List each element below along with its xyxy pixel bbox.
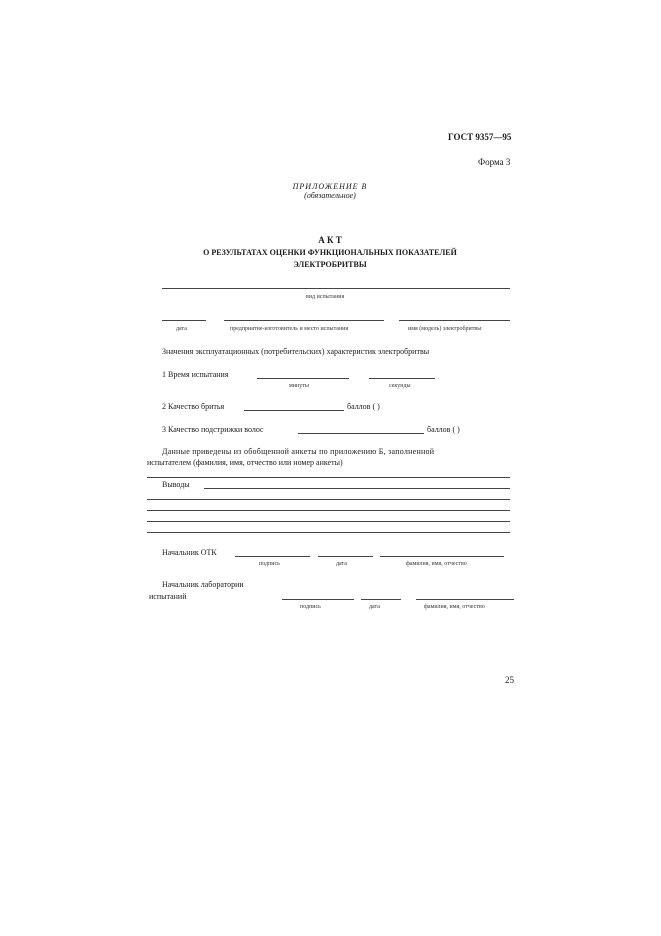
trimming-score-line [298,433,424,434]
item2-shaving-quality: 2 Качество бритья [162,402,225,411]
page-number: 25 [505,675,514,685]
item3-trimming-quality: 3 Качество подстрижки волос [162,425,264,434]
manufacturer-line [224,320,384,321]
fill-line-5 [147,532,510,533]
minutes-line [257,378,349,379]
item2-score-suffix: баллов ( ) [347,402,380,411]
lab-head-label-line1: Начальник лаборатории [162,580,244,589]
otk-head-label: Начальник ОТК [162,548,217,557]
otk-signature-line [235,556,310,557]
fill-line-2 [147,499,510,500]
lab-signature-line [282,599,354,600]
manufacturer-caption: предприятие-изготовитель и место испытания [230,326,349,332]
minutes-caption: минуты [289,383,309,389]
appendix-status: (обязательное) [304,191,356,200]
test-type-line [162,288,510,289]
seconds-caption: секунды [389,383,411,389]
otk-signature-caption: подпись [259,561,280,567]
date-line [162,320,206,321]
act-subtitle-line1: О РЕЗУЛЬТАТАХ ОЦЕНКИ ФУНКЦИОНАЛЬНЫХ ПОКАЗАТЕЛЕЙ [203,248,457,257]
data-paragraph-line1: Данные приведены из обобщенной анкеты по приложению Б, заполненной [162,447,435,456]
lab-fio-line [416,599,514,600]
model-line [399,320,510,321]
fill-line-3 [147,510,510,511]
model-caption: имя (модель) электробритвы [408,326,482,332]
item1-test-time: 1 Время испытания [162,370,229,379]
fill-line-4 [147,521,510,522]
lab-fio-caption: фамилия, имя, отчество [424,604,485,610]
lab-date-caption: дата [369,604,380,610]
otk-date-caption: дата [336,561,347,567]
otk-fio-line [380,556,504,557]
data-paragraph-line2: испытателем (фамилия, имя, отчество или номер анкеты) [147,458,343,467]
lab-signature-caption: подпись [300,604,321,610]
otk-fio-caption: фамилия, имя, отчество [406,561,467,567]
seconds-line [369,378,435,379]
date-caption: дата [176,326,187,332]
fill-line-1 [147,477,510,478]
test-type-caption: вид испытания [306,294,345,300]
act-subtitle-line2: ЭЛЕКТРОБРИТВЫ [293,260,367,269]
item3-score-suffix: баллов ( ) [427,425,460,434]
act-title: А К Т [318,235,342,245]
lab-head-label-line2: испытаний [149,592,187,601]
conclusions-label: Выводы [162,480,190,489]
conclusions-line [204,488,510,489]
otk-date-line [318,556,373,557]
gost-number: ГОСТ 9357—95 [448,132,512,142]
lab-date-line [361,599,401,600]
appendix-title: ПРИЛОЖЕНИЕ В [292,182,368,191]
values-heading: Значения эксплуатационных (потребительских) характеристик электробритвы [162,347,430,356]
form-number: Форма 3 [478,157,511,167]
shaving-score-line [244,410,344,411]
